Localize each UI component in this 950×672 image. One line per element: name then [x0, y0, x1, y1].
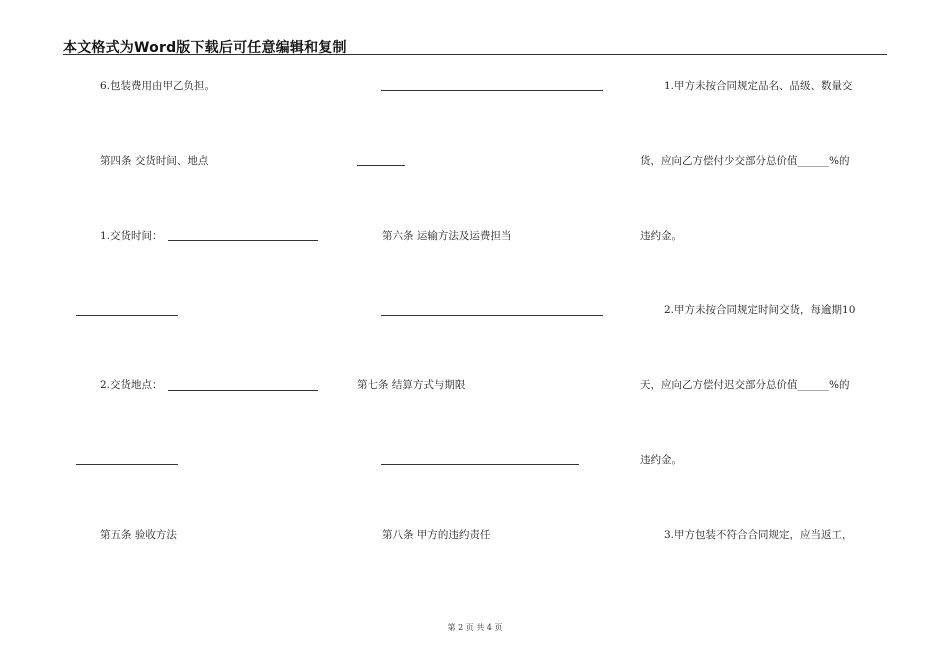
- header-rule: [63, 54, 887, 55]
- col2-article7-heading: 第七条 结算方式与期限: [357, 379, 466, 391]
- col3-clause2-cont: 天，应向乙方偿付迟交部分总价值______%的: [640, 379, 850, 391]
- delivery-place-blank-cont: [76, 464, 178, 465]
- page-footer-number: 第 2 页 共 4 页: [447, 623, 503, 632]
- col3-clause1-end: 违约金。: [640, 230, 682, 242]
- col3-clause1: 1.甲方未按合同规定品名、品级、数量交: [664, 80, 853, 92]
- page-header-title: 本文格式为Word版下载后可任意编辑和复制: [63, 40, 347, 56]
- col2-blank-2: [381, 315, 603, 316]
- col3-clause2: 2.甲方未按合同规定时间交货，每逾期10: [664, 304, 856, 316]
- delivery-place-blank: [168, 390, 318, 391]
- col2-blank-1: [381, 90, 603, 91]
- delivery-time-blank: [168, 240, 318, 241]
- col3-clause3: 3.甲方包装不符合合同规定，应当返工，: [664, 529, 853, 541]
- col2-article8-heading: 第八条 甲方的违约责任: [382, 529, 491, 541]
- col2-blank-1-cont: [357, 165, 405, 166]
- col1-article5-heading: 第五条 验收方法: [100, 529, 177, 541]
- col1-delivery-place-label: 2.交货地点：: [100, 379, 163, 391]
- col1-delivery-time-label: 1.交货时间：: [100, 230, 163, 242]
- col3-clause1-cont: 货，应向乙方偿付少交部分总价值______%的: [640, 155, 850, 167]
- col2-article6-heading: 第六条 运输方法及运费担当: [382, 230, 512, 242]
- col1-packaging-cost: 6.包装费用由甲乙负担。: [100, 80, 216, 92]
- col3-clause2-end: 违约金。: [640, 454, 682, 466]
- col2-blank-3: [381, 464, 579, 465]
- col1-article4-heading: 第四条 交货时间、地点: [100, 155, 209, 167]
- delivery-time-blank-cont: [76, 315, 178, 316]
